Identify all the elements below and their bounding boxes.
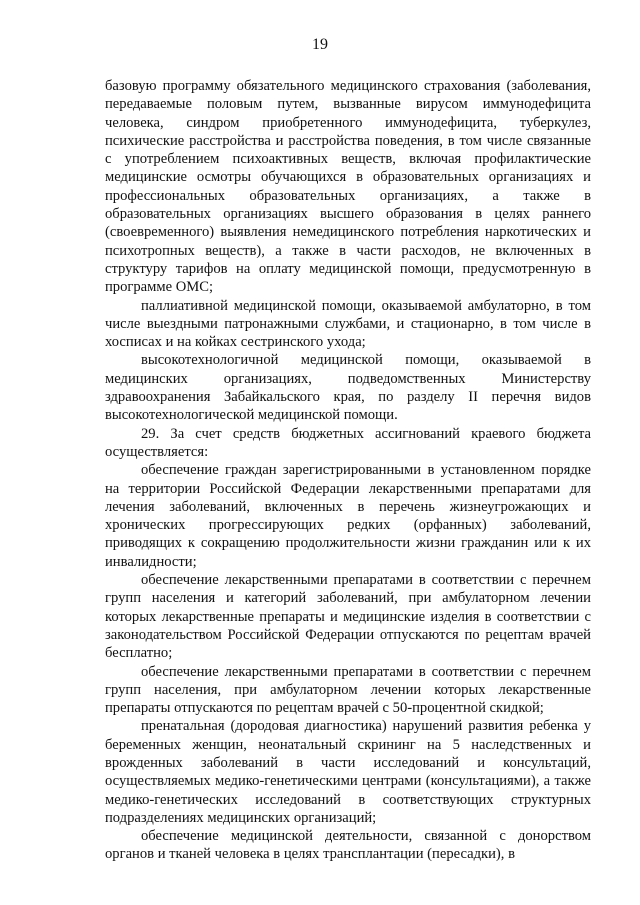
paragraph-organ-donation: обеспечение медицинской деятельности, связанной с донорством органов и тканей человека в целях трансплантации (пересадки), в [105, 828, 591, 863]
paragraph-clause-29: 29. За счет средств бюджетных ассигнований краевого бюджета осуществляется: [105, 425, 591, 460]
document-body [105, 77, 591, 864]
paragraph-continuation: базовую программу обязательного медицинского страхования (заболевания, передаваемые половым путем, вызванные вирусом иммунодефицита человека, синдром приобретенного иммунодефицита, туберкулез, психические расстройства и расстройства поведения, в том числе связанные с употреблением психоактивных веществ, включая профилактические медицинские осмотры обучающихся в образовательных организациях и профессиональных образовательных организациях, а также в образовательных организациях высшего образования в целях раннего (своевременного) выявления немедицинского потребления наркотических и психотропных веществ), а также в части расходов, не включенных в структуру тарифов на оплату медицинской помощи, предусмотренную в программе ОМС; [105, 78, 591, 296]
paragraph-discount-prescriptions: обеспечение лекарственными препаратами в соответствии с перечнем групп населения, при амбулаторном лечении которых лекарственные препараты отпускаются по рецептам врачей с 50-процентной скидкой; [105, 663, 591, 717]
page-number: 19 [312, 36, 328, 53]
paragraph-orphan-drugs: обеспечение граждан зарегистрированными в установленном порядке на территории Российской Федерации лекарственными препаратами для лечения заболеваний, включенных в перечень жизнеугрожающих и хронических прогрессирующих редких (орфанных) заболеваний, приводящих к сокращению продолжительности жизни гражданин или к их инвалидности; [105, 462, 591, 570]
paragraph-free-prescriptions: обеспечение лекарственными препаратами в соответствии с перечнем групп населения и категорий заболеваний, при амбулаторном лечении которых лекарственные препараты и медицинские изделия в соответствии с законодательством Российской Федерации отпускаются по рецептам врачей бесплатно; [105, 572, 591, 662]
paragraph-high-tech-care: высокотехнологичной медицинской помощи, оказываемой в медицинских организациях, подведомственных Министерству здравоохранения Забайкальского края, по разделу II перечня видов высокотехнологической медицинской помощи. [105, 352, 591, 424]
paragraph-palliative-care: паллиативной медицинской помощи, оказываемой амбулаторно, в том числе выездными патронажными службами, и стационарно, в том числе в хосписах и на койках сестринского ухода; [105, 297, 591, 351]
paragraph-prenatal-diagnostics: пренатальная (дородовая диагностика) нарушений развития ребенка у беременных женщин, неонатальный скрининг на 5 наследственных и врожденных заболеваний в части исследований и консультаций, осуществляемых медико-генетическими центрами (консультациями), а также медико-генетических исследований в соответствующих структурных подразделениях медицинских организаций; [105, 718, 591, 826]
